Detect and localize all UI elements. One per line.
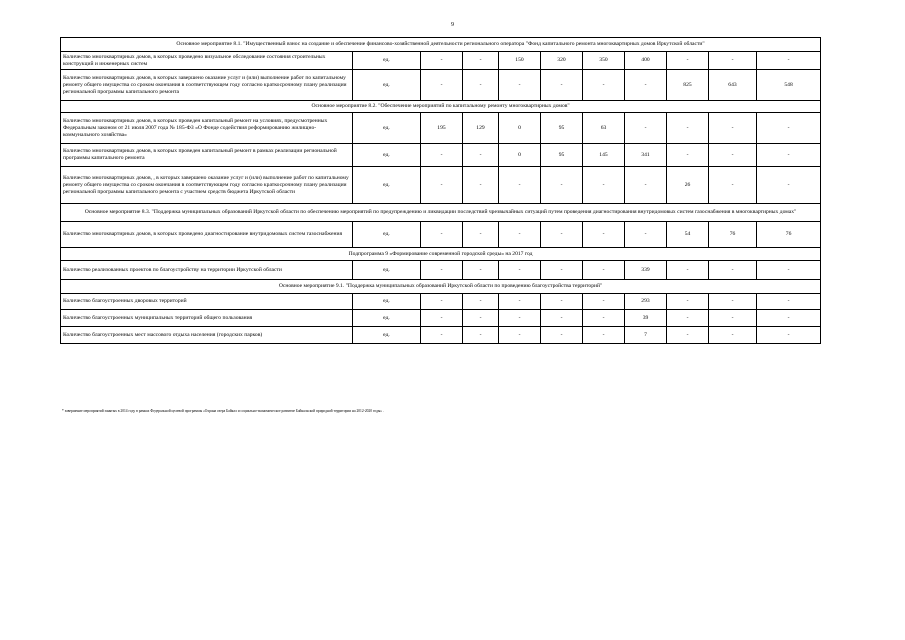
value-cell: -: [463, 144, 499, 167]
value-cell: -: [463, 310, 499, 327]
section-row: [61, 38, 821, 52]
value-cell: 320: [541, 52, 583, 70]
value-cell: -: [421, 52, 463, 70]
value-cell: 350: [583, 52, 625, 70]
indicator-cell: Количество многоквартирных домов, , в которых завершено оказание услуг и (или) выполнение работ по капитальному ремонту общего имущества со сроком окончания в соответствующем году согласно краткосрочному плану реализации региональной программы капитального ремонта с участием средств бюджета Иркутской области: [61, 167, 353, 204]
section-title: Основное мероприятие 8.2. "Обеспечение мероприятий по капитальному ремонту многоквартирных домов": [61, 101, 821, 113]
indicator-cell: Количество благоустроенных дворовых территорий: [61, 294, 353, 310]
value-cell: -: [499, 70, 541, 101]
value-cell: -: [421, 167, 463, 204]
value-cell: -: [541, 222, 583, 248]
unit-cell: ед.: [353, 52, 421, 70]
value-cell: -: [667, 261, 709, 280]
section-row: [61, 280, 821, 294]
unit-cell: ед.: [353, 327, 421, 344]
value-cell: 54: [667, 222, 709, 248]
indicators-table: [60, 37, 821, 344]
table-row: [61, 70, 821, 101]
value-cell: -: [541, 327, 583, 344]
table-row: [61, 52, 821, 70]
table-row: [61, 294, 821, 310]
value-cell: -: [625, 70, 667, 101]
indicator-cell: Количество благоустроенных мест массового отдыха населения (городских парков): [61, 327, 353, 344]
value-cell: 76: [757, 222, 821, 248]
value-cell: 400: [625, 52, 667, 70]
value-cell: 76: [709, 222, 757, 248]
section-title: Основное мероприятие 8.1. "Имущественный взнос на создание и обеспечение финансово-хозяйственной деятельности регионального оператора "Фонд капитального ремонта многоквартирных домов Иркутской области": [61, 38, 821, 52]
value-cell: -: [667, 144, 709, 167]
value-cell: -: [499, 222, 541, 248]
value-cell: -: [541, 261, 583, 280]
value-cell: 195: [421, 113, 463, 144]
value-cell: 339: [625, 261, 667, 280]
value-cell: -: [421, 294, 463, 310]
value-cell: 26: [667, 167, 709, 204]
table-row: [61, 167, 821, 204]
value-cell: -: [667, 310, 709, 327]
value-cell: -: [499, 167, 541, 204]
value-cell: 63: [583, 113, 625, 144]
table-row: [61, 222, 821, 248]
value-cell: 0: [499, 144, 541, 167]
value-cell: -: [541, 310, 583, 327]
value-cell: -: [667, 113, 709, 144]
unit-cell: ед.: [353, 261, 421, 280]
value-cell: -: [709, 144, 757, 167]
value-cell: -: [463, 222, 499, 248]
value-cell: -: [667, 327, 709, 344]
value-cell: -: [463, 327, 499, 344]
value-cell: -: [757, 52, 821, 70]
unit-cell: ед.: [353, 222, 421, 248]
value-cell: -: [499, 261, 541, 280]
value-cell: 145: [583, 144, 625, 167]
value-cell: -: [709, 261, 757, 280]
value-cell: -: [757, 310, 821, 327]
table-row: [61, 327, 821, 344]
value-cell: -: [625, 222, 667, 248]
value-cell: -: [463, 261, 499, 280]
value-cell: -: [709, 52, 757, 70]
unit-cell: ед.: [353, 70, 421, 101]
value-cell: 341: [625, 144, 667, 167]
value-cell: -: [463, 70, 499, 101]
value-cell: -: [667, 52, 709, 70]
unit-cell: ед.: [353, 167, 421, 204]
value-cell: -: [541, 294, 583, 310]
value-cell: -: [709, 310, 757, 327]
footnote: * завершение мероприятий занятых в 2014 году в рамках Федеральной целевой программы «Охрана озера Байкал и социально-экономическое развитие Байкальской природной территории на 2012-2020 годы» .: [62, 409, 384, 413]
value-cell: -: [499, 294, 541, 310]
indicator-cell: Количество благоустроенных муниципальных территорий общего пользования: [61, 310, 353, 327]
section-title: Подпрограмма 9 «Формирование современной городской среды» на 2017 год: [61, 248, 821, 261]
value-cell: -: [541, 167, 583, 204]
value-cell: -: [499, 327, 541, 344]
value-cell: -: [709, 327, 757, 344]
value-cell: -: [757, 327, 821, 344]
value-cell: -: [757, 144, 821, 167]
value-cell: 825: [667, 70, 709, 101]
value-cell: -: [583, 167, 625, 204]
value-cell: -: [421, 261, 463, 280]
value-cell: -: [757, 167, 821, 204]
indicator-cell: Количество многоквартирных домов, в которых проведен капитальный ремонт в рамках реализации региональной программы капитального ремонта: [61, 144, 353, 167]
unit-cell: ед.: [353, 294, 421, 310]
value-cell: -: [541, 70, 583, 101]
value-cell: -: [757, 294, 821, 310]
value-cell: 643: [709, 70, 757, 101]
section-row: [61, 101, 821, 113]
page-number: 9: [451, 22, 454, 28]
value-cell: -: [583, 261, 625, 280]
value-cell: -: [583, 294, 625, 310]
unit-cell: ед.: [353, 144, 421, 167]
table-row: [61, 310, 821, 327]
section-row: [61, 248, 821, 261]
value-cell: -: [421, 327, 463, 344]
value-cell: -: [463, 52, 499, 70]
table-row: [61, 144, 821, 167]
value-cell: -: [463, 167, 499, 204]
value-cell: 95: [541, 113, 583, 144]
indicator-cell: Количество многоквартирных домов, в которых завершено оказание услуг и (или) выполнение работ по капитальному ремонту общего имущества со сроком окончания в соответствующем году согласно краткосрочному плану реализации региональной программы капитального ремонта: [61, 70, 353, 101]
value-cell: 150: [499, 52, 541, 70]
value-cell: 293: [625, 294, 667, 310]
value-cell: 129: [463, 113, 499, 144]
value-cell: -: [499, 310, 541, 327]
value-cell: -: [421, 222, 463, 248]
indicator-cell: Количество многоквартирных домов, в которых проведено диагностирование внутридомовых систем газоснабжения: [61, 222, 353, 248]
value-cell: -: [709, 113, 757, 144]
value-cell: -: [421, 144, 463, 167]
value-cell: 548: [757, 70, 821, 101]
unit-cell: ед.: [353, 310, 421, 327]
value-cell: -: [757, 261, 821, 280]
value-cell: -: [463, 294, 499, 310]
value-cell: -: [709, 167, 757, 204]
indicator-cell: Количество многоквартирных домов, в которых проведен капитальный ремонт на условиях, предусмотренных Федеральным законом от 21 июля 2007 года № 185-ФЗ «О Фонде содействия реформированию жилищно-коммунального хозяйства»: [61, 113, 353, 144]
value-cell: -: [625, 113, 667, 144]
section-title: Основное мероприятие 8.3. "Поддержка муниципальных образований Иркутской области по обеспечению мероприятий по предупреждению и ликвидации последствий чрезвычайных ситуаций путем проведения диагностирования внутридомовых систем газоснабжения в многоквартирных домах": [61, 204, 821, 222]
value-cell: 0: [499, 113, 541, 144]
value-cell: -: [757, 113, 821, 144]
indicator-cell: Количество реализованных проектов по благоустройству на территории Иркутской области: [61, 261, 353, 280]
indicator-cell: Количество многоквартирных домов, в которых проведено визуальное обследование состояния строительных конструкций и инженерных систем: [61, 52, 353, 70]
value-cell: -: [583, 222, 625, 248]
value-cell: -: [421, 310, 463, 327]
value-cell: 7: [625, 327, 667, 344]
value-cell: -: [625, 167, 667, 204]
section-title: Основное мероприятие 9.1. "Поддержка муниципальных образований Иркутской области по проведению благоустройства территорий": [61, 280, 821, 294]
value-cell: 39: [625, 310, 667, 327]
value-cell: -: [421, 70, 463, 101]
table-row: [61, 113, 821, 144]
unit-cell: ед.: [353, 113, 421, 144]
value-cell: -: [583, 327, 625, 344]
value-cell: 95: [541, 144, 583, 167]
section-row: [61, 204, 821, 222]
value-cell: -: [583, 70, 625, 101]
value-cell: -: [583, 310, 625, 327]
value-cell: -: [709, 294, 757, 310]
table-row: [61, 261, 821, 280]
value-cell: -: [667, 294, 709, 310]
